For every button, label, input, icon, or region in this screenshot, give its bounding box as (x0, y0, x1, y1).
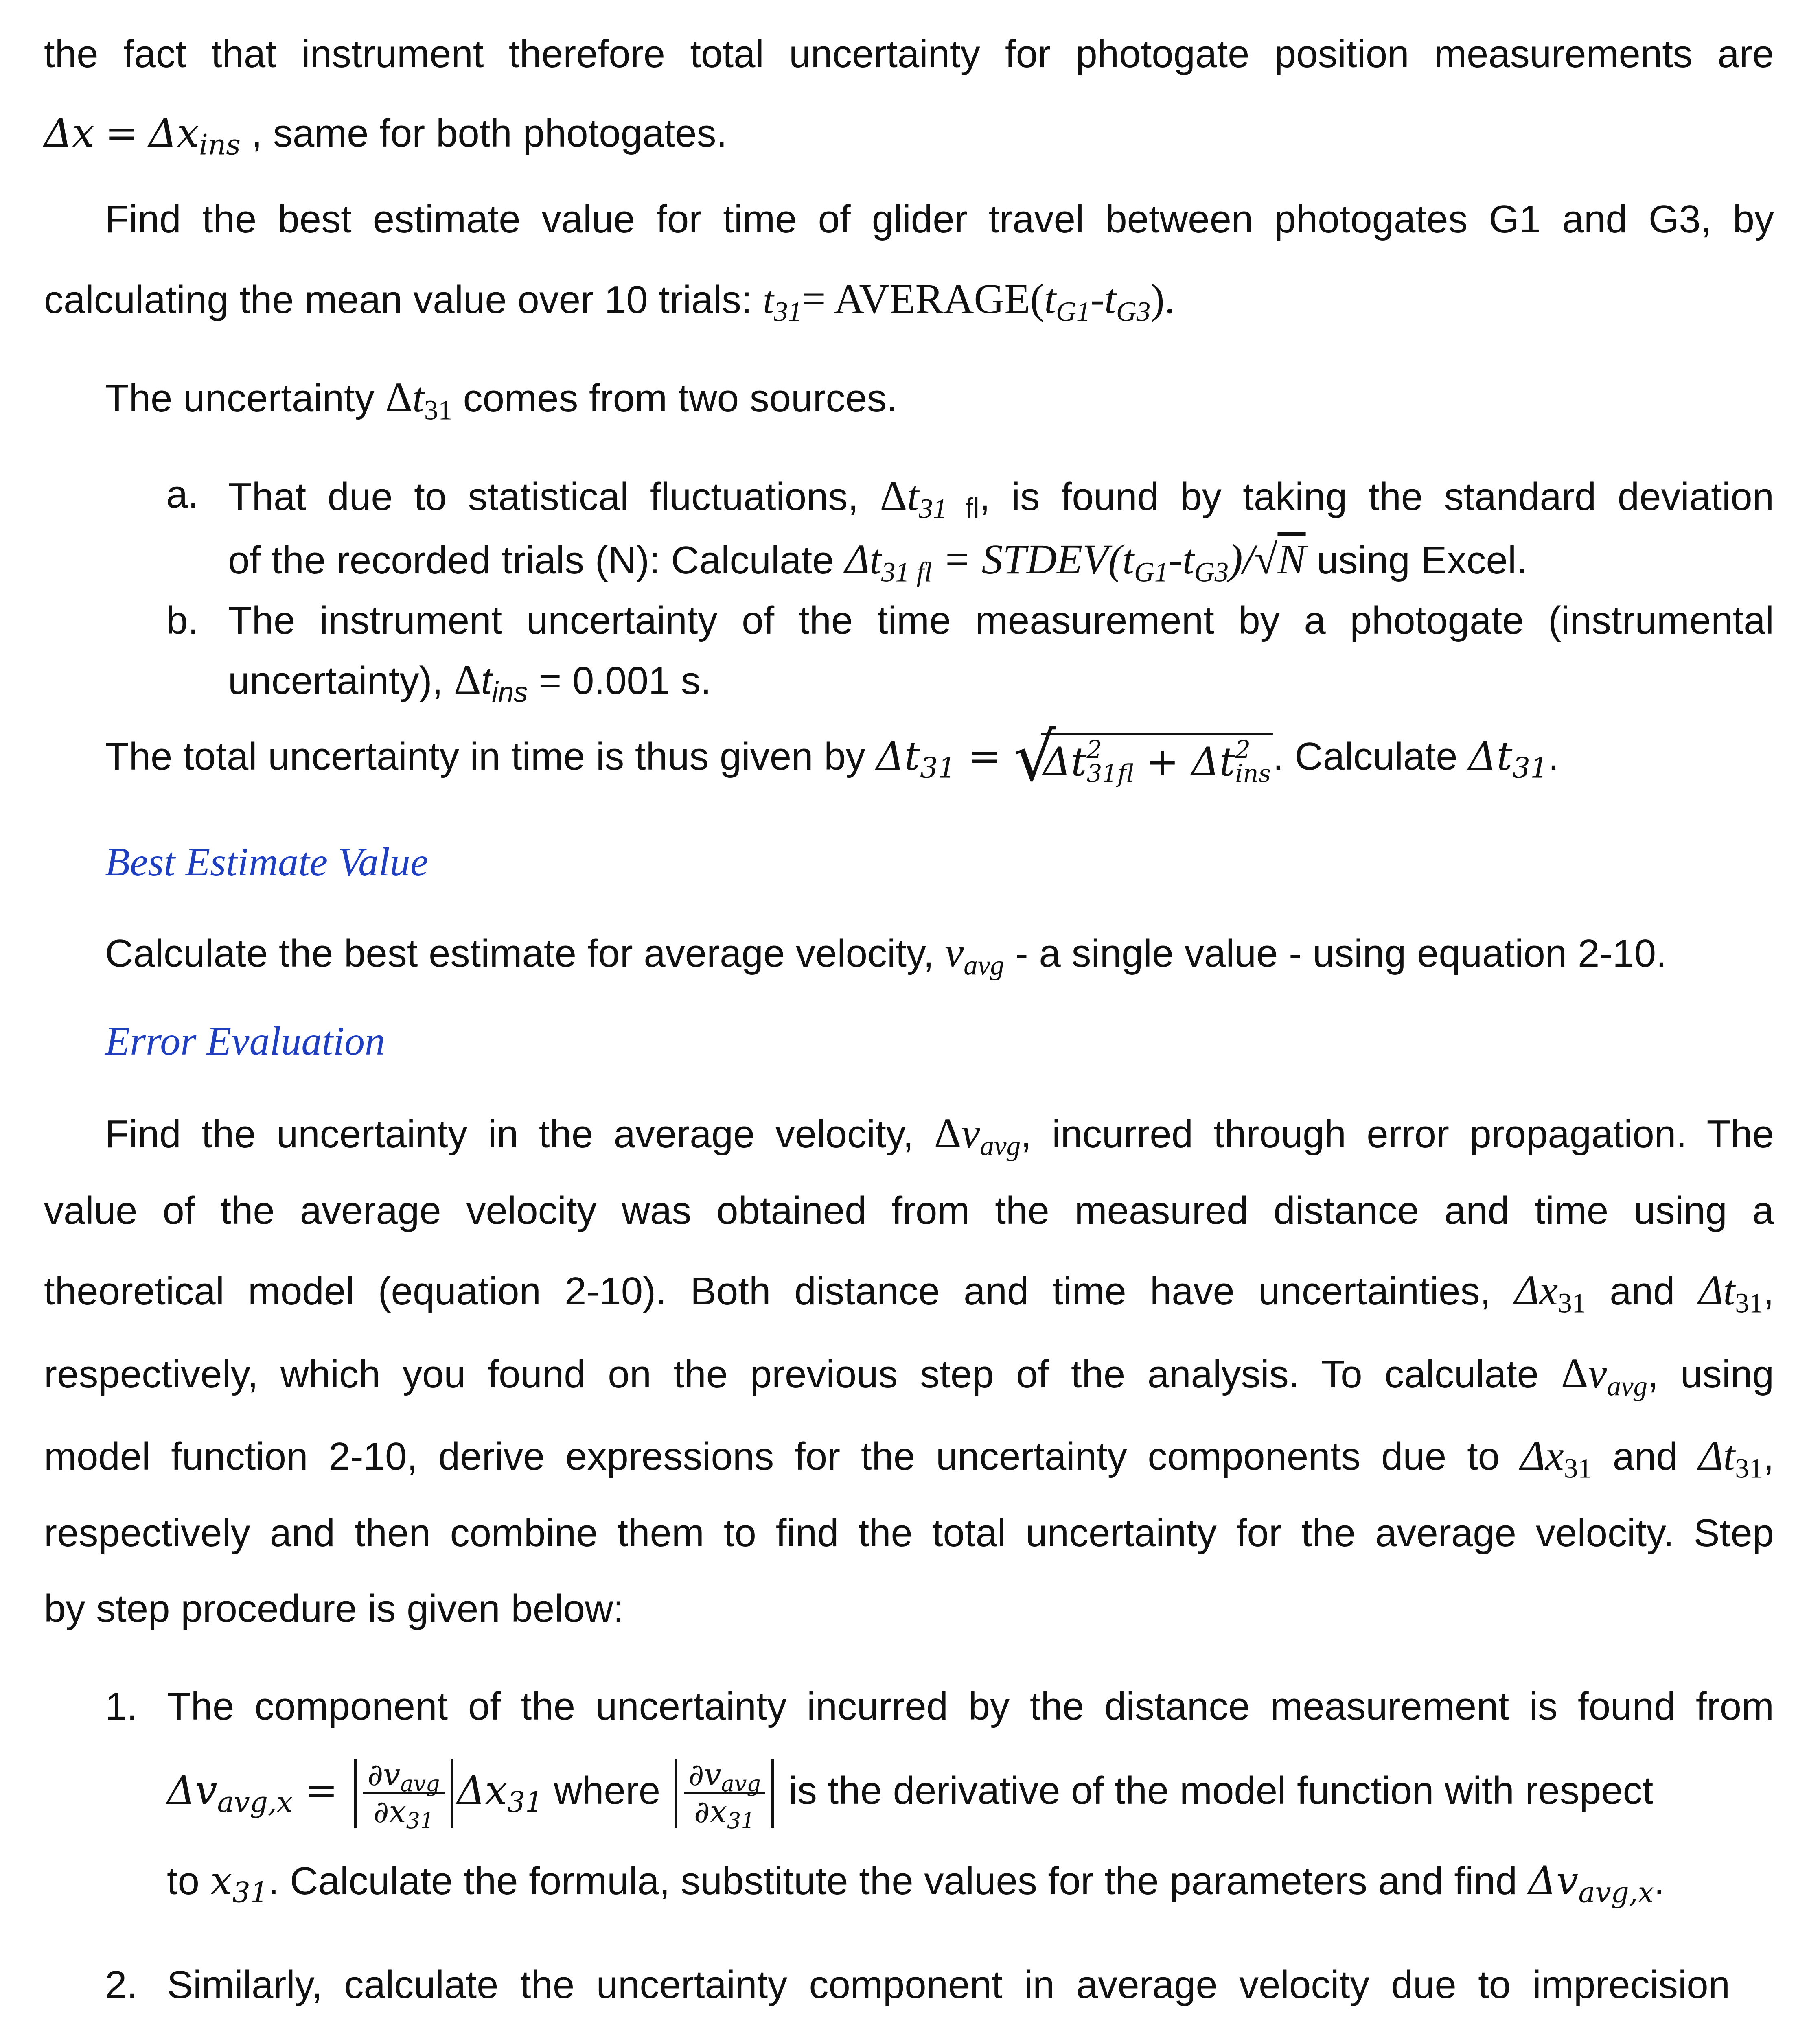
math-subscript: 31 (232, 1876, 268, 1909)
list-item-line (167, 1757, 1654, 1834)
math-t-g3: t (1104, 276, 1116, 322)
math-t-g1: t (1044, 276, 1056, 322)
paragraph-line (44, 1267, 1774, 1319)
text: . (1654, 1859, 1665, 1903)
math-t: t (907, 473, 919, 519)
list-item-line (228, 598, 1774, 643)
math-subscript: 31 (1558, 1287, 1586, 1319)
paragraph-line (105, 929, 1667, 981)
text: The instrument uncertainty of the time measurement by a photogate (instrumental (228, 599, 1774, 642)
text: value of the average velocity was obtained from the measured distance and time using a (44, 1189, 1774, 1232)
paragraph-line (105, 197, 1774, 242)
text: . (1548, 735, 1559, 779)
math-subscript-fl: fl (947, 492, 979, 524)
math-delta-x: Δx (44, 110, 94, 156)
text: , (1763, 1435, 1774, 1478)
math-fraction (684, 1757, 766, 1834)
math-subscript: 31 (727, 1808, 755, 1834)
text: of the recorded trials (N): Calculate (228, 538, 845, 582)
text: Find the uncertainty in the average velocity, (105, 1112, 934, 1156)
math-x: x (210, 1858, 232, 1904)
math-delta: Δ (1561, 1350, 1588, 1397)
paragraph-line (44, 275, 1175, 327)
paragraph-line (105, 374, 898, 426)
math-subscript: 31 (507, 1786, 543, 1819)
math-partial-x: ∂x (373, 1794, 406, 1830)
math-delta-x: Δx (1514, 1267, 1558, 1314)
math-subscript: avg,x (1578, 1876, 1654, 1909)
math-subscript: 31 (919, 492, 947, 524)
list-marker (166, 472, 199, 517)
list-item-line (167, 1963, 1730, 2007)
text: = 0.001 s. (528, 659, 712, 702)
math-t: t (763, 278, 774, 322)
math-delta: Δ (453, 657, 481, 703)
text: uncertainty), (228, 659, 454, 702)
math-sqrt (1013, 719, 1273, 796)
math-delta-t: Δt (1698, 1433, 1735, 1479)
list-item-line (228, 656, 712, 708)
text: . Calculate (1273, 735, 1469, 779)
math-subscript: ins (492, 676, 528, 708)
math-subscript: 31 (1735, 1452, 1763, 1484)
paragraph-line (44, 1432, 1774, 1484)
text: the fact that instrument therefore total uncertainty for photogate position measurements are (44, 32, 1774, 76)
math-n: N (1277, 536, 1306, 583)
math-supsub (1086, 735, 1134, 788)
math-delta-x: Δx (457, 1768, 507, 1814)
text: The uncertainty (105, 376, 385, 420)
math-abs (354, 1757, 453, 1834)
text: , using (1647, 1352, 1774, 1396)
text: is the derivative of the model function with respect (777, 1769, 1654, 1813)
list-marker-1: 1. (105, 1685, 138, 1728)
text: where (543, 1769, 671, 1813)
math-equals: = (293, 1768, 350, 1814)
fraction-numerator (684, 1757, 766, 1797)
math-subscript: G1 (1056, 295, 1091, 327)
math-delta-t: Δt (1043, 739, 1087, 785)
math-close: ). (1150, 276, 1175, 322)
math-delta: Δ (845, 536, 870, 583)
paragraph-line (44, 1350, 1774, 1402)
math-delta-x-ins: Δx (149, 110, 199, 156)
math-subscript: 31 (1512, 752, 1548, 785)
fraction-numerator (363, 1757, 445, 1797)
paragraph-line (44, 1511, 1774, 1556)
math-subscript: avg (721, 1771, 761, 1797)
list-item-line (167, 1858, 1665, 1909)
text: using Excel. (1305, 538, 1527, 582)
text: , is found by taking the standard deviation (979, 475, 1774, 519)
math-subscript: 31 (1564, 1452, 1592, 1484)
math-t-g3: t (1182, 536, 1194, 583)
text: That due to statistical fluctuations, (228, 475, 880, 519)
math-v: v (945, 930, 964, 976)
math-subscript: G3 (1194, 556, 1229, 588)
radicand (1041, 733, 1273, 786)
math-subscript: ins (1235, 760, 1271, 788)
math-average: = AVERAGE( (802, 276, 1045, 322)
math-subscript: 31 fl (881, 556, 932, 588)
fraction-denominator (363, 1794, 445, 1834)
math-t: t (412, 374, 424, 421)
text: model function 2-10, derive expressions for the uncertainty components due to (44, 1435, 1520, 1478)
text: and (1586, 1269, 1699, 1313)
math-abs (675, 1757, 774, 1834)
list-marker-2: 2. (105, 1963, 138, 2007)
math-subscript: 31fl (1086, 760, 1134, 788)
math-minus: - (1090, 276, 1104, 322)
math-equals: = (105, 110, 138, 156)
math-subscript: avg (964, 949, 1005, 981)
math-delta-t: Δt (876, 733, 920, 779)
list-item-line (228, 472, 1774, 524)
math-subscript: 31 (424, 394, 452, 426)
paragraph-line (105, 719, 1559, 796)
heading-text: Best Estimate Value (105, 839, 429, 884)
text: Find the best estimate value for time of glider travel between photogates G1 and G3, by (105, 197, 1774, 241)
math-supsub (1235, 735, 1271, 788)
text: Calculate the best estimate for average velocity, (105, 932, 945, 975)
math-subscript: avg (400, 1771, 440, 1797)
math-subscript: G3 (1116, 295, 1151, 327)
math-delta-t: Δt (1191, 739, 1235, 785)
heading-text: Error Evaluation (105, 1018, 385, 1063)
paragraph-line (105, 1109, 1774, 1162)
list-marker (166, 598, 199, 643)
math-plus: + (1133, 739, 1191, 785)
section-heading-best-estimate (105, 838, 428, 885)
list-marker (105, 1684, 138, 1729)
text: , (1763, 1269, 1774, 1313)
math-superscript: 2 (1086, 735, 1102, 764)
math-superscript: 2 (1235, 735, 1251, 764)
list-item-line (167, 1684, 1774, 1729)
text: theoretical model (equation 2-10). Both distance and time have uncertainties, (44, 1269, 1515, 1313)
text: comes from two sources. (452, 376, 898, 420)
math-delta: Δ (934, 1110, 961, 1157)
math-delta-t: Δt (1698, 1267, 1735, 1314)
math-fraction (363, 1757, 445, 1834)
list-item-line (228, 536, 1527, 588)
math-subscript: ins (199, 129, 241, 162)
list-marker-b: b. (166, 599, 199, 642)
text: calculating the mean value over 10 trials: (44, 278, 763, 322)
math-partial-v: ∂v (367, 1757, 401, 1792)
text: . Calculate the formula, substitute the values for the parameters and find (268, 1859, 1528, 1903)
text: , incurred through error propagation. The (1021, 1112, 1774, 1156)
math-delta-v: Δv (1528, 1858, 1579, 1904)
math-sqrt-symbol: √ (1254, 536, 1278, 583)
text: The total uncertainty in time is thus given by (105, 735, 876, 779)
math-partial-v: ∂v (688, 1757, 721, 1792)
math-subscript: 31 (773, 295, 802, 327)
math-delta-x: Δx (1520, 1433, 1564, 1479)
math-subscript: avg,x (217, 1786, 293, 1819)
paragraph-line (44, 32, 1774, 77)
math-delta: Δ (385, 374, 413, 421)
text: , same for both photogates. (240, 112, 727, 155)
math-minus: - (1168, 536, 1183, 583)
math-subscript: 31 (1735, 1287, 1763, 1319)
paragraph-line (44, 110, 727, 162)
fraction-denominator (684, 1794, 766, 1834)
list-marker-a: a. (166, 473, 199, 516)
math-t-g1: t (1122, 536, 1134, 583)
math-v: v (961, 1110, 980, 1157)
math-stdev: = STDEV( (932, 536, 1123, 583)
math-delta-v: Δv (167, 1768, 217, 1814)
paragraph-line (44, 1188, 1774, 1233)
math-t: t (869, 536, 881, 583)
text: and (1592, 1435, 1699, 1478)
math-subscript: 31 (920, 752, 956, 785)
text: to (167, 1859, 210, 1903)
math-delta-t: Δt (1468, 733, 1513, 779)
math-delta: Δ (880, 473, 907, 519)
math-v: v (1588, 1350, 1607, 1397)
math-partial-x: ∂x (694, 1794, 727, 1830)
text: Similarly, calculate the uncertainty component in average velocity due to imprecision (167, 1963, 1730, 2007)
math-subscript: 31 (406, 1808, 434, 1834)
section-heading-error-evaluation (105, 1017, 385, 1064)
math-subscript: avg (980, 1130, 1021, 1162)
text: respectively and then combine them to find the total uncertainty for the average velocity. Step (44, 1511, 1774, 1555)
math-subscript: G1 (1134, 556, 1169, 588)
math-close: )/ (1229, 536, 1255, 583)
text: respectively, which you found on the previous step of the analysis. To calculate (44, 1352, 1561, 1396)
math-subscript: avg (1607, 1370, 1648, 1402)
text: - a single value - using equation 2-10. (1004, 932, 1667, 975)
text: The component of the uncertainty incurred by the distance measurement is found from (167, 1685, 1774, 1728)
radical-sign: √ (1013, 719, 1056, 796)
math-t: t (481, 659, 492, 702)
text: by step procedure is given below: (44, 1587, 624, 1630)
list-marker (105, 1963, 138, 2007)
paragraph-line (44, 1586, 624, 1631)
math-equals: = (956, 733, 1014, 779)
